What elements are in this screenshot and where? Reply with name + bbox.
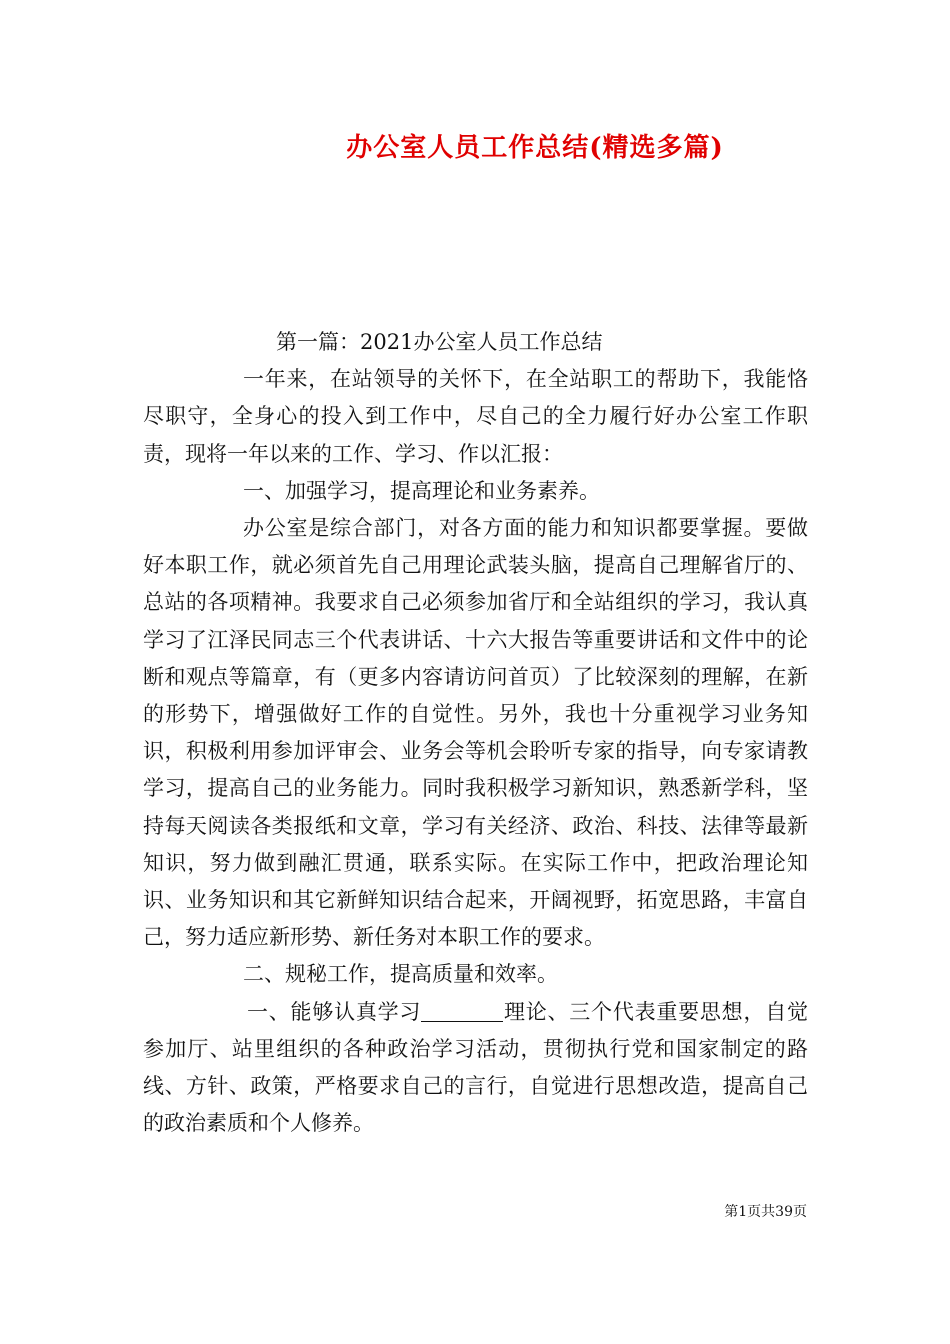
- section-heading-2: 二、规秘工作，提高质量和效率。: [243, 962, 558, 987]
- body-paragraph-1: 办公室是综合部门，对各方面的能力和知识都要掌握。要做好本职工作，就必须首先自己用理论武装头脑，提高自己理解省厅的、总站的各项精神。我要求自己必须参加省厅和全站组织的学习，我认真学习了江泽民同志三个代表讲话、十六大报告等重要讲话和文件中的论断和观点等篇章，有（更多内容请访问首页）了比较深刻的理解，在新的形势下，增强做好工作的自觉性。另外，我也十分重视学习业务知识，积极利用参加评审会、业务会等机会聆听专家的指导，向专家请教学习，提高自己的业务能力。同时我积极学习新知识，熟悉新学科，坚持每天阅读各类报纸和文章，学习有关经济、政治、科技、法律等最新知识，努力做到融汇贯通，联系实际。在实际工作中，把政治理论知识、业务知识和其它新鲜知识结合起来，开阔视野，拓宽思路，丰富自己，努力适应新形势、新任务对本职工作的要求。: [143, 516, 808, 950]
- body-paragraph-2-end: 理论、三个代表重要思想，自觉参加厅、站里组织的各种政治学习活动，贯彻执行党和国家制定的路线、方针、政策，严格要求自己的言行，自觉进行思想改造，提高自己的政治素质和个人修养。: [143, 999, 809, 1136]
- page-number: 第1页共39页: [724, 1204, 807, 1220]
- intro-paragraph: 一年来，在站领导的关怀下，在全站职工的帮助下，我能恪尽职守，全身心的投入到工作中，尽自己的全力履行好办公室工作职责，现将一年以来的工作、学习、作以汇报：: [143, 367, 808, 466]
- body-paragraph-2-start: 一、能够认真学习: [247, 999, 422, 1024]
- section-heading-1: 一、加强学习，提高理论和业务素养。: [243, 478, 600, 503]
- body-paragraph-2: [143, 994, 808, 1143]
- section-subtitle: 第一篇：2021办公室人员工作总结: [276, 330, 603, 354]
- fill-in-blank: [421, 1000, 503, 1022]
- document-body: [143, 324, 808, 1142]
- document-title: 办公室人员工作总结(精选多篇): [346, 133, 724, 163]
